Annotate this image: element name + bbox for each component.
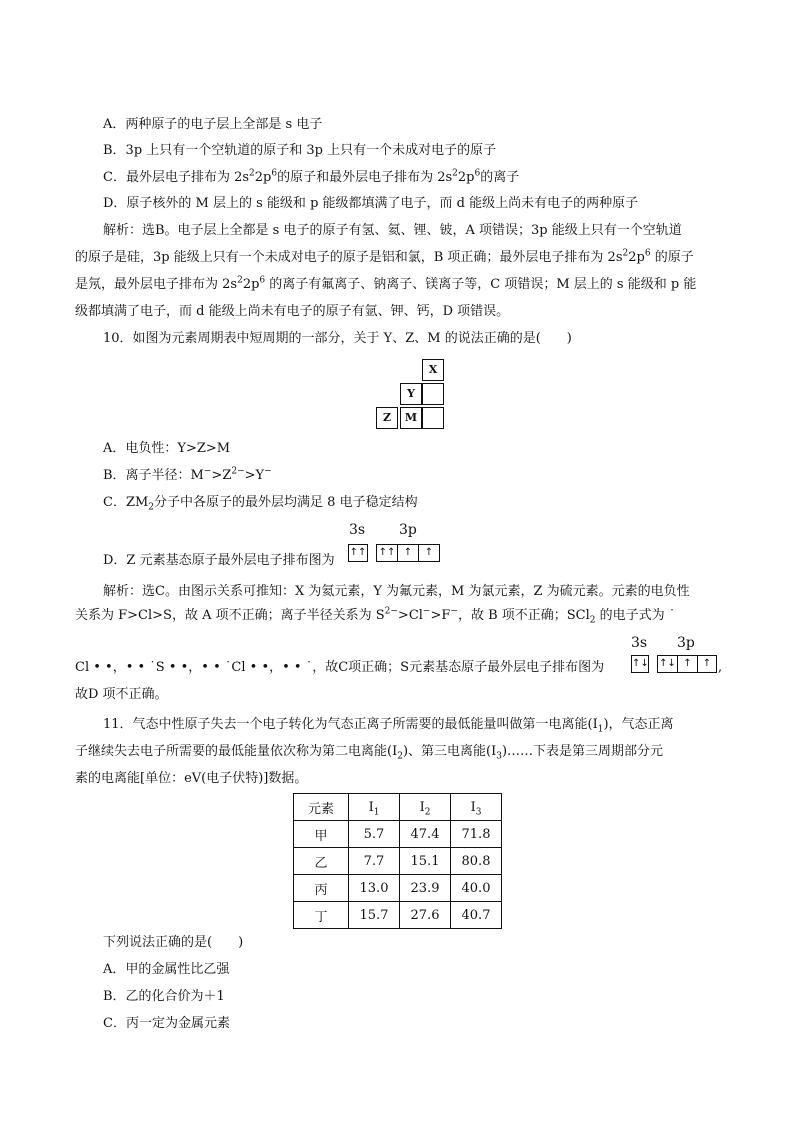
table-row <box>294 821 502 848</box>
q9-option-a: A．两种原子的电子层上全部是 s 电子 <box>103 117 323 132</box>
table-row <box>294 902 502 929</box>
q10-stem: 10．如图为元素周期表中短周期的一部分，关于 Y、Z、M 的说法正确的是( ) <box>103 331 572 346</box>
table-cell: 47.4 <box>400 821 451 848</box>
table-header: 元素 <box>294 794 349 821</box>
q10-solution-line-4: 故D 项不正确。 <box>75 687 168 702</box>
q9-solution-line-2: 的原子是硅，3p 能级上只有一个未成对电子的原子是铝和氯，B 项正确；最外层电子排布为 $2s^22p^6$ 的原子 <box>75 248 694 265</box>
table-cell: 丙 <box>294 875 349 902</box>
q10-option-d: D．Z 元素基态原子最外层电子排布图为 <box>103 553 335 568</box>
q11-stem-line-1: 11．气态中性原子失去一个电子转化为气态正离子所需要的最低能量叫做第一电离能$(I_1)$，气态正离 <box>103 717 674 735</box>
table-cell: 27.6 <box>400 902 451 929</box>
table-cell: 13.0 <box>349 875 400 902</box>
label-3s-solution: 3s <box>631 635 648 651</box>
cell-y: Y <box>400 383 422 405</box>
cell-m: M <box>400 407 422 429</box>
cell-empty-2 <box>422 407 444 429</box>
table-row <box>294 875 502 902</box>
q10-option-c: C．$ZM_2$分子中各原子的最外层均满足 8 电子稳定结构 <box>103 495 418 513</box>
q11-stem-line-2: 子继续失去电子所需要的最低能量依次称为第二电离能$(I_2)$、第三电离能$(I_3)\dots\dots$下表是第三周期部分元 <box>75 744 664 762</box>
q11-option-b: B．乙的化合价为＋1 <box>103 989 225 1004</box>
cell-x: X <box>422 359 444 381</box>
q9-option-c: C．最外层电子排布为 $2s^22p^6$的原子和最外层电子排布为 $2s^22p^6$的离子 <box>103 168 520 185</box>
ionization-energy-table <box>293 793 502 929</box>
comma: , <box>718 660 723 675</box>
label-3p: 3p <box>399 522 417 538</box>
table-header: $I_3$ <box>451 794 502 821</box>
table-cell: 23.9 <box>400 875 451 902</box>
label-3p-solution: 3p <box>677 635 695 651</box>
table-cell: 乙 <box>294 848 349 875</box>
table-cell: 甲 <box>294 821 349 848</box>
q10-solution-line-3: Cl • •，• • ˙S • •，• • ˙Cl • •，• • ˙，故C项正确；S元素基态原子最外层电子排布图为 <box>75 660 605 675</box>
q11-option-a: A．甲的金属性比乙强 <box>103 962 230 977</box>
q9-solution-line-3: 是氖，最外层电子排布为 $2s^22p^6$ 的离子有氟离子、钠离子、镁离子等，C 项错误；M 层上的 s 能级和 p 能 <box>75 275 697 292</box>
table-cell: 7.7 <box>349 848 400 875</box>
q11-ask: 下列说法正确的是( ) <box>103 935 244 950</box>
cell-empty-1 <box>422 383 444 405</box>
table-header: $I_1$ <box>349 794 400 821</box>
q10-option-a: A．电负性：Y>Z>M <box>103 441 231 456</box>
q10-solution-line-1: 解析：选C。由图示关系可推知：X 为氦元素，Y 为氟元素，M 为氯元素，Z 为硫元素。元素的电负性 <box>103 584 690 599</box>
table-cell: 40.0 <box>451 875 502 902</box>
table-cell: 15.1 <box>400 848 451 875</box>
table-row <box>294 848 502 875</box>
label-3s: 3s <box>349 522 366 538</box>
q9-option-b: B．3p 上只有一个空轨道的原子和 3p 上只有一个未成对电子的原子 <box>103 143 497 158</box>
table-cell: 5.7 <box>349 821 400 848</box>
table-cell: 80.8 <box>451 848 502 875</box>
q11-option-c: C．丙一定为金属元素 <box>103 1016 230 1031</box>
q10-solution-line-2: 关系为 F>Cl>S，故 A 项不正确；离子半径关系为 $S^{2-}>Cl^->F^-$，故 B 项不正确；SCl$_2$ 的电子式为 ˙ <box>75 606 676 626</box>
q10-option-b: B．离子半径：$M^->Z^{2-}>Y^-$ <box>103 466 272 483</box>
table-cell: 丁 <box>294 902 349 929</box>
table-header-row <box>294 794 502 821</box>
table-header: $I_2$ <box>400 794 451 821</box>
table-cell: 40.7 <box>451 902 502 929</box>
q9-option-d: D．原子核外的 M 层上的 s 能级和 p 能级都填满了电子，而 d 能级上尚未有电子的两种原子 <box>103 196 639 211</box>
q9-solution-line-1: 解析：选B。电子层上全都是 s 电子的原子有氢、氦、锂、铍，A 项错误；3p 能级上只有一个空轨道 <box>103 223 682 238</box>
table-cell: 15.7 <box>349 902 400 929</box>
cell-z: Z <box>376 407 398 429</box>
q9-solution-line-4: 级都填满了电子，而 d 能级上尚未有电子的原子有氩、钾、钙，D 项错误。 <box>75 304 510 319</box>
q11-stem-line-3: 素的电离能[单位：eV(电子伏特)]数据。 <box>75 771 308 786</box>
table-cell: 71.8 <box>451 821 502 848</box>
